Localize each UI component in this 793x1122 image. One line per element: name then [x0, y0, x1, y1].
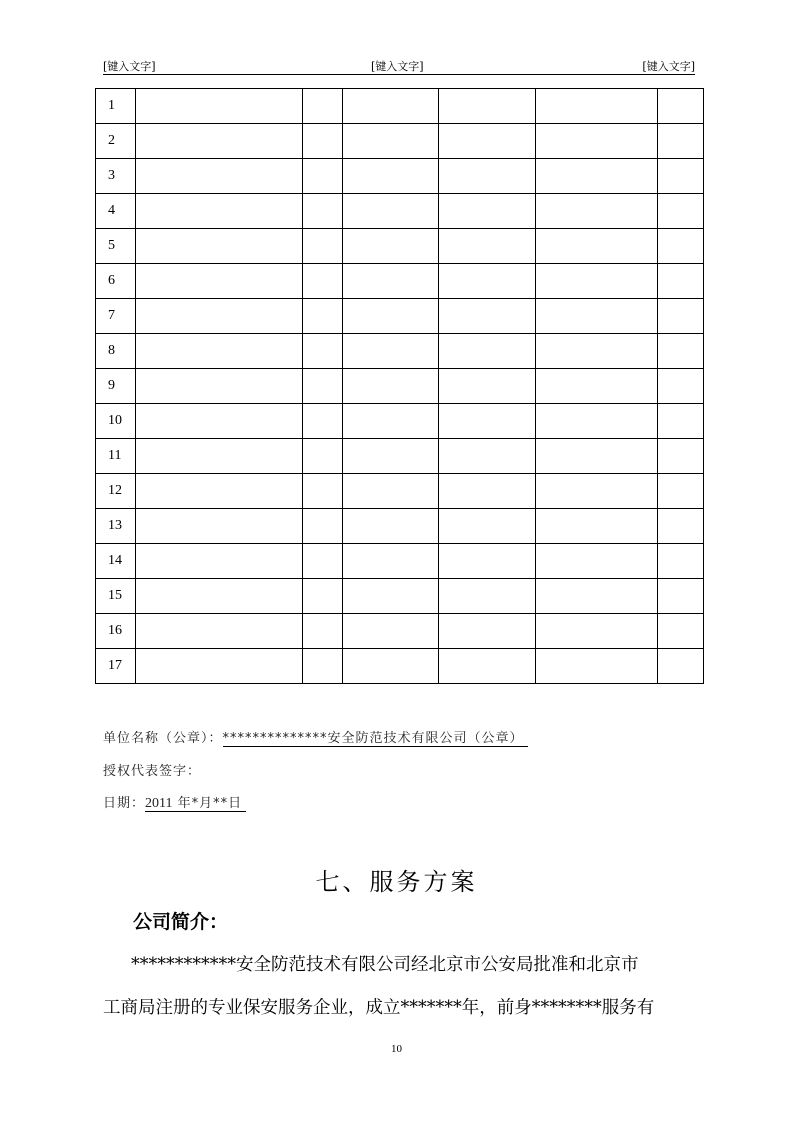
table-cell [536, 404, 658, 439]
table-cell [439, 334, 536, 369]
row-number-cell: 16 [96, 614, 136, 649]
table-cell [136, 404, 303, 439]
table-cell [536, 579, 658, 614]
table-cell [136, 509, 303, 544]
table-cell [658, 404, 704, 439]
row-number-cell: 6 [96, 264, 136, 299]
row-number-cell: 3 [96, 159, 136, 194]
table-cell [303, 264, 343, 299]
table-cell [136, 439, 303, 474]
table-cell [136, 579, 303, 614]
table-row [96, 89, 704, 124]
table-cell [303, 649, 343, 684]
table-cell [658, 299, 704, 334]
table-row [96, 439, 704, 474]
date-year: 2011 [145, 796, 173, 811]
table-cell [439, 579, 536, 614]
table-cell [303, 614, 343, 649]
table-cell [658, 159, 704, 194]
row-number-cell: 4 [96, 194, 136, 229]
unit-name-line [103, 727, 528, 746]
row-number-cell: 11 [96, 439, 136, 474]
table-row [96, 264, 704, 299]
table-cell [658, 369, 704, 404]
table-row [96, 579, 704, 614]
table-cell [303, 89, 343, 124]
table-cell [343, 404, 439, 439]
table-cell [536, 264, 658, 299]
table-cell [536, 194, 658, 229]
table-cell [343, 299, 439, 334]
table-row [96, 404, 704, 439]
table-cell [439, 369, 536, 404]
table-cell [343, 649, 439, 684]
company-intro-heading: 公司简介： [133, 911, 229, 933]
table-cell [658, 229, 704, 264]
table-cell [658, 439, 704, 474]
table-cell [536, 649, 658, 684]
table-row [96, 334, 704, 369]
table-row [96, 159, 704, 194]
table-cell [136, 89, 303, 124]
table-row [96, 229, 704, 264]
row-number-cell: 1 [96, 89, 136, 124]
date-value [145, 796, 246, 812]
row-number-cell: 14 [96, 544, 136, 579]
table-cell [439, 544, 536, 579]
table-cell [439, 264, 536, 299]
table-cell [658, 334, 704, 369]
table-row [96, 649, 704, 684]
table-cell [536, 229, 658, 264]
table-cell [343, 264, 439, 299]
table-cell [439, 649, 536, 684]
table-cell [439, 124, 536, 159]
unit-name-label: 单位名称（公章）： [103, 731, 223, 746]
row-number-cell: 7 [96, 299, 136, 334]
table-cell [136, 334, 303, 369]
table-cell [343, 579, 439, 614]
row-number-cell: 2 [96, 124, 136, 159]
table-cell [536, 544, 658, 579]
table-cell [439, 89, 536, 124]
header-right-text: [键入文字] [642, 60, 695, 73]
row-number-cell: 17 [96, 649, 136, 684]
table-cell [303, 124, 343, 159]
table-cell [658, 124, 704, 159]
table-cell [303, 404, 343, 439]
table-row [96, 369, 704, 404]
table-cell [658, 264, 704, 299]
table-cell [303, 474, 343, 509]
table-cell [658, 509, 704, 544]
table-cell [439, 299, 536, 334]
section-title: 七、服务方案 [315, 868, 478, 896]
table-cell [343, 124, 439, 159]
page-number: 10 [391, 1043, 402, 1055]
table-cell [536, 509, 658, 544]
table-cell [136, 124, 303, 159]
row-number-cell: 10 [96, 404, 136, 439]
table-cell [136, 264, 303, 299]
table-cell [136, 369, 303, 404]
table-cell [658, 194, 704, 229]
page-header [103, 56, 695, 75]
table-body [96, 89, 704, 684]
table-cell [303, 369, 343, 404]
table-cell [303, 334, 343, 369]
table-cell [536, 369, 658, 404]
unit-name-value: **************安全防范技术有限公司（公章） [223, 731, 528, 747]
table-row [96, 194, 704, 229]
table-cell [136, 614, 303, 649]
table-cell [658, 474, 704, 509]
personnel-table [95, 88, 704, 684]
table-cell [536, 299, 658, 334]
table-cell [136, 649, 303, 684]
date-label: 日期： [103, 796, 146, 811]
table-cell [658, 614, 704, 649]
table-cell [343, 614, 439, 649]
table-cell [343, 194, 439, 229]
table-cell [343, 159, 439, 194]
table-cell [303, 229, 343, 264]
table-cell [343, 509, 439, 544]
row-number-cell: 9 [96, 369, 136, 404]
table-cell [303, 299, 343, 334]
table-cell [136, 229, 303, 264]
table-cell [536, 334, 658, 369]
table-cell [303, 439, 343, 474]
table-cell [136, 194, 303, 229]
table-cell [439, 159, 536, 194]
authorized-rep-line [103, 760, 201, 779]
date-line [103, 792, 246, 812]
table-cell [303, 544, 343, 579]
table-cell [343, 544, 439, 579]
row-number-cell: 5 [96, 229, 136, 264]
table-cell [536, 474, 658, 509]
row-number-cell: 13 [96, 509, 136, 544]
table-cell [343, 229, 439, 264]
table-cell [136, 544, 303, 579]
table-cell [658, 579, 704, 614]
table-row [96, 509, 704, 544]
row-number-cell: 8 [96, 334, 136, 369]
table-cell [136, 159, 303, 194]
intro-paragraph-line-1: ************安全防范技术有限公司经北京市公安局批准和北京市 [131, 955, 639, 975]
table-cell [439, 229, 536, 264]
table-cell [536, 439, 658, 474]
table-cell [343, 334, 439, 369]
table-cell [343, 474, 439, 509]
table-cell [343, 439, 439, 474]
table-row [96, 124, 704, 159]
table-row [96, 474, 704, 509]
table-cell [536, 124, 658, 159]
table-cell [303, 509, 343, 544]
table-row [96, 299, 704, 334]
table-cell [439, 439, 536, 474]
table-cell [303, 159, 343, 194]
table-cell [536, 159, 658, 194]
table-cell [658, 649, 704, 684]
table-cell [303, 194, 343, 229]
table-cell [136, 299, 303, 334]
intro-paragraph-line-2: 工商局注册的专业保安服务企业，成立*******年，前身********服务有 [103, 998, 655, 1018]
table-cell [439, 509, 536, 544]
table-cell [343, 369, 439, 404]
table-cell [658, 544, 704, 579]
authorized-rep-label: 授权代表签字： [103, 764, 202, 779]
table-cell [536, 614, 658, 649]
date-rest: 年*月**日 [172, 796, 243, 811]
table-cell [439, 194, 536, 229]
table-cell [303, 579, 343, 614]
table-cell [136, 474, 303, 509]
table-row [96, 614, 704, 649]
table-cell [536, 89, 658, 124]
table-cell [439, 614, 536, 649]
table-cell [439, 404, 536, 439]
table-row [96, 544, 704, 579]
row-number-cell: 15 [96, 579, 136, 614]
table-cell [658, 89, 704, 124]
header-left-text: [键入文字] [103, 60, 156, 73]
table-cell [343, 89, 439, 124]
row-number-cell: 12 [96, 474, 136, 509]
header-center-text: [键入文字] [371, 60, 424, 73]
table-cell [439, 474, 536, 509]
